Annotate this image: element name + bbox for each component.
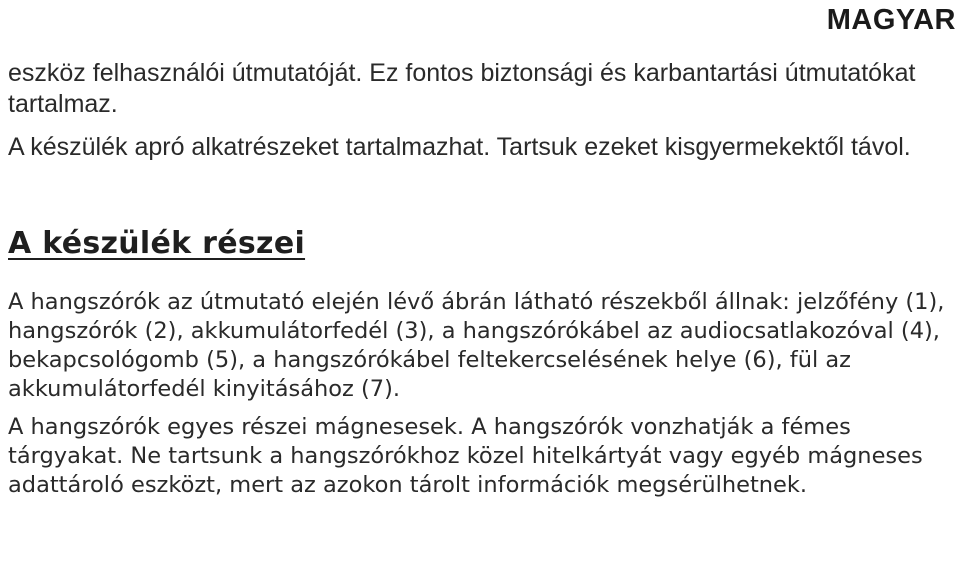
intro-paragraph-1: eszköz felhasználói útmutatóját. Ez fontos biztonsági és karbantartási útmutatókat tartalmaz.	[8, 59, 916, 118]
intro-paragraph-2: A készülék apró alkatrészeket tartalmazhat. Tartsuk ezeket kisgyermekektől távol.	[8, 133, 911, 161]
section-title: A készülék részei	[8, 226, 306, 261]
magnet-warning-paragraph: A hangszórók egyes részei mágnesesek. A hangszórók vonzhatják a fémes tárgyakat. Ne tartsunk a hangszórókhoz közel hitelkártyát vagy egyéb mágneses adattároló eszközt, mert az azokon tárolt információk megsérülhetnek.	[8, 414, 923, 498]
section-body	[8, 288, 953, 509]
parts-paragraph: A hangszórók az útmutató elején lévő ábrán látható részekből állnak: jelzőfény (1), hangszórók (2), akkumulátorfedél (3), a hangszórókábel az audiocsatlakozóval (4), bekapcsológomb (5), a hangszórókábel feltekercselésének helye (6), fül az akkumulátorfedél kinyitásához (7).	[8, 289, 945, 402]
language-header: MAGYAR	[826, 4, 956, 36]
intro-text	[8, 58, 948, 175]
